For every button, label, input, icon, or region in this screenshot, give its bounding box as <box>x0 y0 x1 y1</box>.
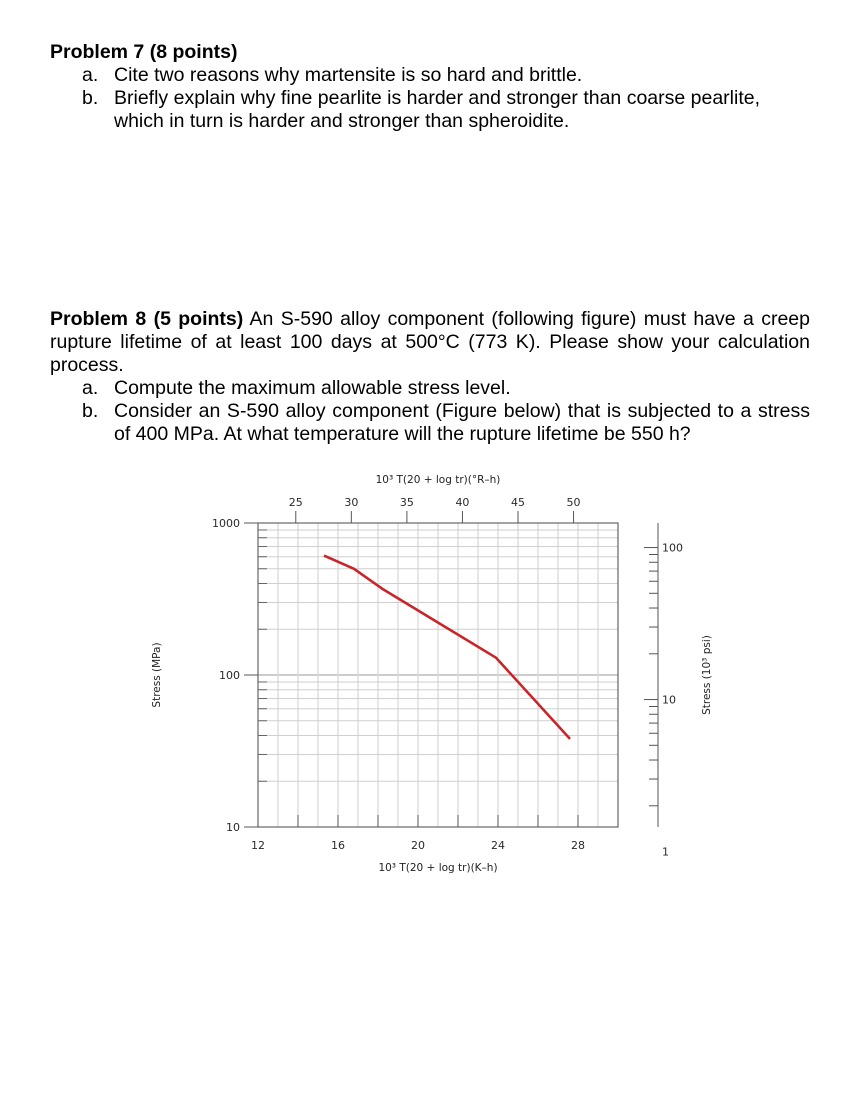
problem-7-items <box>50 64 810 133</box>
problem-7-item-a <box>50 64 810 87</box>
problem-8-intro: An S-590 alloy component (following figure) must have a creep rupture lifetime of at least 100 days at 500°C (773 K). Please show your calculation process. <box>50 308 810 376</box>
y-tick-label: 1000 <box>212 517 240 530</box>
chart-svg <box>140 465 720 905</box>
x2-axis-title: 10³ T(20 + log tr)(°R–h) <box>375 474 501 486</box>
item-text: Briefly explain why fine pearlite is harder and stronger than coarse pearlite, which in turn is harder and stronger than spheroidite. <box>114 87 761 132</box>
psi-tick-label: 100 <box>662 541 683 555</box>
y-tick-label: 100 <box>219 669 240 682</box>
x-tick-label: 16 <box>331 839 345 852</box>
problem-8-item-b <box>50 400 810 446</box>
problem-8-item-a <box>50 377 810 400</box>
x2-tick-label: 30 <box>344 496 359 509</box>
larson-miller-chart <box>140 465 720 905</box>
item-label: b. <box>82 87 99 109</box>
item-text: Cite two reasons why martensite is so hard and brittle. <box>114 64 583 86</box>
problem-8-items <box>50 377 810 446</box>
psi-tick-label: 1 <box>662 845 669 859</box>
item-text: Consider an S-590 alloy component (Figure below) that is subjected to a stress of 400 MPa. At what temperature will the rupture lifetime be 550 h? <box>114 400 810 445</box>
x2-tick-label: 40 <box>455 496 470 509</box>
x2-tick-label: 50 <box>566 496 581 509</box>
x-tick-label: 24 <box>491 839 505 852</box>
problem-7 <box>50 41 810 133</box>
item-label: a. <box>82 377 99 399</box>
problem-8 <box>50 308 810 446</box>
x-axis-title: 10³ T(20 + log tr)(K–h) <box>378 862 498 874</box>
x2-tick-label: 45 <box>511 496 525 509</box>
x2-tick-label: 25 <box>288 496 303 509</box>
y-tick-label: 10 <box>226 821 240 834</box>
problem-8-heading: Problem 8 (5 points) <box>50 308 244 330</box>
problem-7-heading: Problem 7 (8 points) <box>50 41 238 63</box>
item-text: Compute the maximum allowable stress level. <box>114 377 511 399</box>
problem-8-intro-paragraph <box>50 308 810 377</box>
x-tick-label: 12 <box>251 839 265 852</box>
y-axis-title: Stress (MPa) <box>151 642 163 708</box>
item-label: b. <box>82 400 99 422</box>
y2-axis-title: Stress (10³ psi) <box>701 635 713 715</box>
psi-tick-label: 10 <box>662 693 676 707</box>
item-label: a. <box>82 64 99 86</box>
x-tick-label: 28 <box>571 839 585 852</box>
x2-tick-label: 35 <box>399 496 414 509</box>
x-tick-label: 20 <box>411 839 425 852</box>
problem-7-item-b <box>50 87 810 133</box>
